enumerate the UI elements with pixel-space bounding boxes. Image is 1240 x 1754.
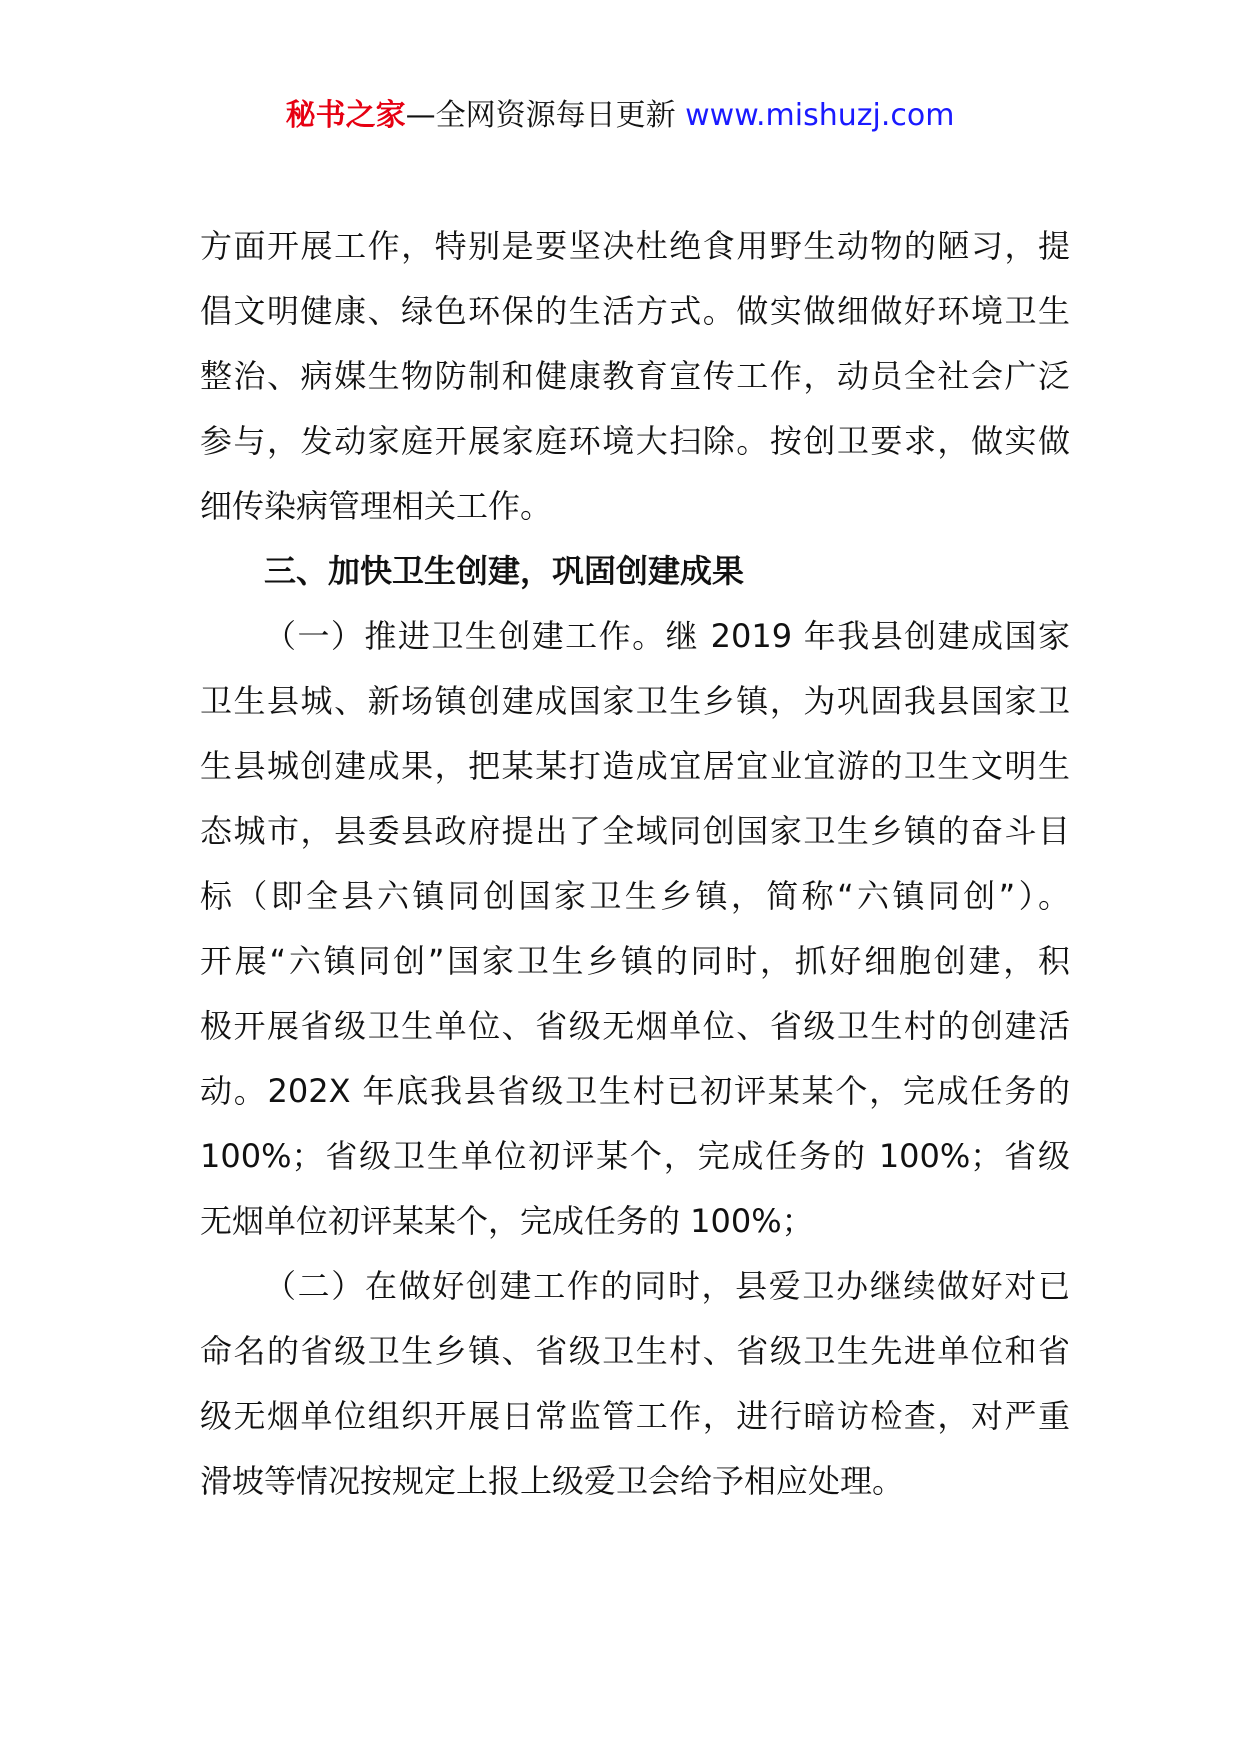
text-line: 无烟单位初评某某个，完成任务的 100%； (200, 1202, 814, 1240)
text-line: 卫生县城、新场镇创建成国家卫生乡镇，为巩固我县国家卫 (200, 682, 1070, 720)
text-line: 参与，发动家庭开展家庭环境大扫除。按创卫要求，做实做 (200, 422, 1070, 460)
text-line: （二）在做好创建工作的同时，县爱卫办继续做好对已 (264, 1267, 1070, 1305)
text-line: 级无烟单位组织开展日常监管工作，进行暗访检查，对严重 (200, 1397, 1070, 1435)
site-header (0, 96, 1240, 136)
site-url-link[interactable]: www.mishuzj.com (685, 98, 955, 133)
text-line: 生县城创建成果，把某某打造成宜居宜业宜游的卫生文明生 (200, 747, 1070, 785)
text-line: 整治、病媒生物防制和健康教育宣传工作，动员全社会广泛 (200, 357, 1070, 395)
text-line: 态城市，县委县政府提出了全域同创国家卫生乡镇的奋斗目 (200, 812, 1070, 850)
text-line: 倡文明健康、绿色环保的生活方式。做实做细做好环境卫生 (200, 292, 1070, 330)
text-line: 100%；省级卫生单位初评某个，完成任务的 100%；省级 (200, 1137, 1070, 1175)
header-slogan: —全网资源每日更新 (405, 98, 676, 133)
text-line: 标（即全县六镇同创国家卫生乡镇，简称“六镇同创”）。 (200, 877, 1070, 915)
text-line: 细传染病管理相关工作。 (200, 487, 553, 525)
text-line: 方面开展工作，特别是要坚决杜绝食用野生动物的陋习，提 (200, 227, 1070, 265)
brand-name: 秘书之家 (285, 98, 406, 133)
text-line: 命名的省级卫生乡镇、省级卫生村、省级卫生先进单位和省 (200, 1332, 1070, 1370)
text-line: 滑坡等情况按规定上报上级爱卫会给予相应处理。 (200, 1462, 905, 1500)
section-heading: 三、加快卫生创建，巩固创建成果 (264, 552, 745, 590)
document-body (200, 214, 1070, 1514)
text-line: 动。202X 年底我县省级卫生村已初评某某个，完成任务的 (200, 1072, 1070, 1110)
text-line: 极开展省级卫生单位、省级无烟单位、省级卫生村的创建活 (200, 1007, 1070, 1045)
text-line: （一）推进卫生创建工作。继 2019 年我县创建成国家 (264, 617, 1070, 655)
text-line: 开展“六镇同创”国家卫生乡镇的同时，抓好细胞创建，积 (200, 942, 1070, 980)
